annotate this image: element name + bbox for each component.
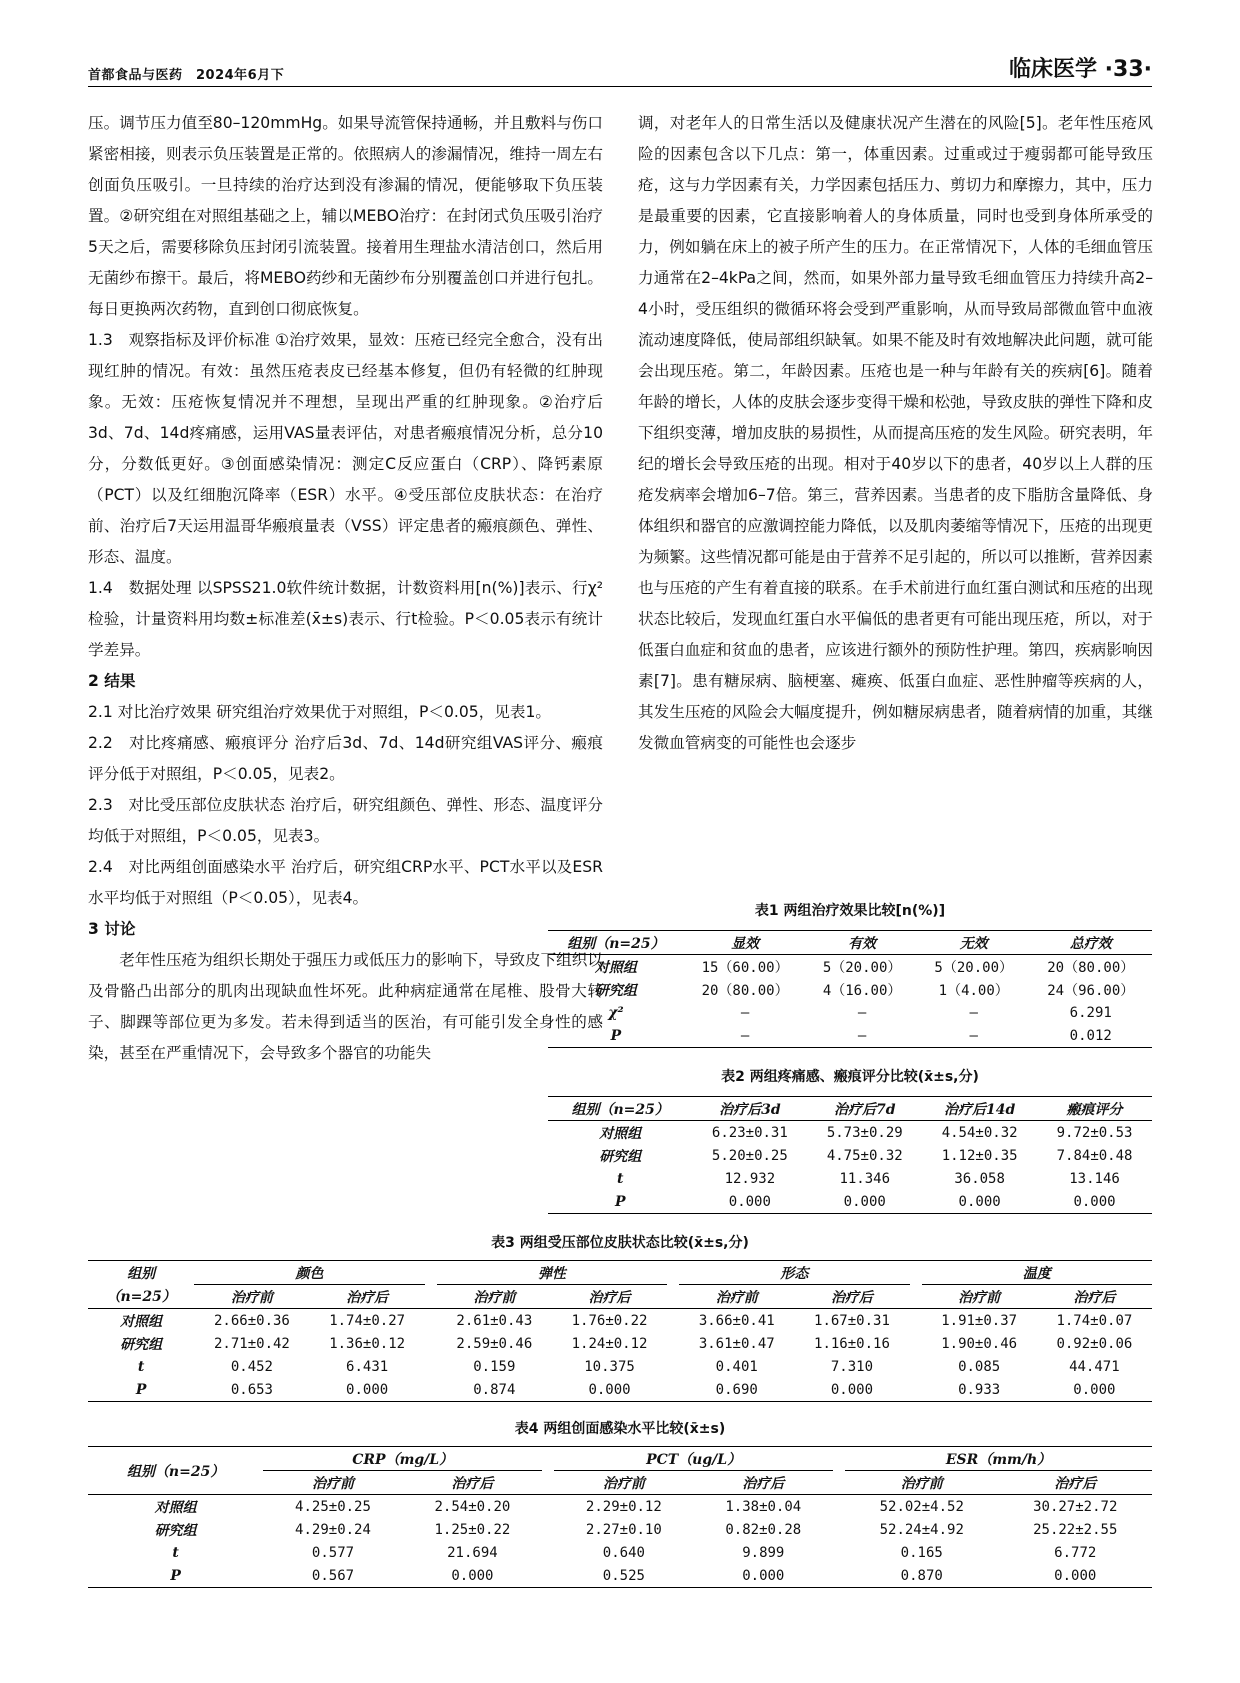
group-header: ESR（mm/h） [845,1447,1152,1471]
table-cell: 1.16±0.16 [814,1335,890,1352]
spacer [425,1261,437,1285]
table-row [88,1261,1152,1285]
table-cell: 0.525 [602,1567,645,1584]
table-cell: – [969,1027,978,1044]
table-row [88,1447,1152,1471]
spacer [542,1518,554,1541]
column-header: 瘢痕评分 [1066,1101,1123,1118]
column-header: 组别（n=25） [567,935,665,952]
table-cell: 13.146 [1069,1170,1120,1187]
table-row [88,1541,1152,1564]
column-header: 组别（n=25） [88,1447,263,1495]
table-cell: 4.75±0.32 [826,1147,903,1164]
table-cell: 0.92±0.06 [1056,1335,1133,1352]
sub-header: 治疗后 [346,1289,389,1306]
table-cell: 1.36±0.12 [329,1335,406,1352]
table-cell: 0.000 [728,1193,771,1210]
sub-header: 治疗前 [900,1475,943,1492]
spacer [833,1495,845,1519]
spacer [910,1309,922,1333]
table-row [548,978,1152,1001]
left_col-paragraph: 2.1 对比治疗效果 研究组治疗效果优于对照组，P＜0.05，见表1。 [88,703,552,721]
table-cell: 0.640 [602,1544,645,1561]
sub-header: 治疗后 [1054,1475,1097,1492]
column-header: 组别（n=25） [571,1101,669,1118]
table-row [548,1001,1152,1024]
row-label: t [172,1544,179,1561]
table-cell: 4.54±0.32 [941,1124,1018,1141]
row-label: 研究组 [154,1522,197,1539]
spacer [833,1447,845,1471]
table-cell: 11.346 [839,1170,891,1187]
table-cell: 7.310 [830,1358,874,1375]
table-row [88,1355,1152,1378]
table-cell: 3.66±0.41 [698,1312,775,1329]
table-cell: 0.870 [900,1567,943,1584]
group-header: 弹性 [437,1261,667,1285]
table-4 [88,1418,1152,1588]
table-row [548,1097,1152,1121]
spacer [833,1541,845,1564]
table-cell: 0.000 [451,1567,494,1584]
table-cell: 2.66±0.36 [214,1312,290,1329]
group-header: PCT（ug/L） [554,1447,833,1471]
table-3-grid [88,1260,1152,1402]
table-cell: 4.29±0.24 [295,1521,371,1538]
table-4-caption: 表4 两组创面感染水平比较(x̄±s) [514,1421,726,1437]
table-row [548,1190,1152,1214]
table-1-grid [548,930,1152,1048]
spacer [425,1355,437,1378]
table-cell: 0.690 [715,1381,758,1398]
spacer [910,1261,922,1285]
table-cell: 52.24±4.92 [879,1521,964,1538]
sub-header: 治疗后 [1073,1289,1116,1306]
table-cell: 25.22±2.55 [1033,1521,1118,1538]
table-cell: 1.74±0.07 [1056,1312,1133,1329]
table-row [548,1024,1152,1048]
spacer [667,1332,679,1355]
column-header: 总疗效 [1069,935,1112,952]
table-cell: 2.29±0.12 [585,1498,662,1515]
table-cell: 20（80.00） [701,982,789,999]
column-header: 组别 [127,1265,156,1282]
right-column [638,108,1153,759]
table-row [548,955,1152,979]
table-cell: 4.25±0.25 [295,1498,371,1515]
table-cell: – [969,1004,978,1021]
spacer [425,1285,437,1309]
table-cell: 0.401 [715,1358,758,1375]
table-cell: 0.085 [958,1358,1001,1375]
table-row [548,931,1152,955]
table-row [548,1167,1152,1190]
table-cell: 5.20±0.25 [711,1147,788,1164]
table-cell: 0.933 [958,1381,1001,1398]
table-cell: 0.653 [230,1381,273,1398]
page-header [88,52,1152,84]
table-cell: 0.567 [311,1567,355,1584]
table-row [88,1285,1152,1309]
group-header: 颜色 [194,1261,424,1285]
spacer [542,1541,554,1564]
table-cell: 0.165 [900,1544,943,1561]
row-label: P [610,1027,622,1044]
table-2-grid [548,1096,1152,1214]
table-cell: – [740,1004,750,1021]
table-cell: 1.12±0.35 [941,1147,1018,1164]
column-header: 显效 [731,935,760,952]
table-row [548,1144,1152,1167]
spacer [542,1495,554,1519]
table-cell: 10.375 [584,1358,635,1375]
table-cell: 30.27±2.72 [1033,1498,1118,1515]
column-header: 治疗后7d [833,1101,896,1118]
table-cell: 5（20.00） [934,959,1013,976]
left_col-paragraph: 2.4 对比两组创面感染水平 治疗后，研究组CRP水平、PCT水平以及ESR水平均低于对照组（P＜0.05），见表4。 [88,858,603,907]
table-cell: 6.431 [346,1358,389,1375]
spacer [833,1518,845,1541]
left-column [88,108,603,1069]
table-cell: 0.000 [958,1193,1001,1210]
table-3 [88,1232,1152,1402]
table-cell: 1（4.00） [938,982,1009,999]
spacer [425,1378,437,1402]
column-header: （n=25） [106,1289,176,1306]
table-cell: 0.874 [473,1381,516,1398]
spacer [542,1447,554,1471]
spacer [833,1471,845,1495]
row-label: P [135,1381,147,1398]
table-cell: 1.90±0.46 [941,1335,1018,1352]
table-cell: 6.772 [1054,1544,1097,1561]
table-cell: – [857,1027,867,1044]
left_col-paragraph: 压。调节压力值至80–120mmHg。如果导流管保持通畅，并且敷料与伤口紧密相接，则表示负压装置是正常的。依照病人的渗漏情况，维持一周左右创面负压吸引。一旦持续的治疗达到没有渗漏的情况，便能够取下负压装置。②研究组在对照组基础之上，辅以MEBO治疗：在封闭式负压吸引治疗5天之后，需要移除负压封闭引流装置。接着用生理盐水清洁创口，然后用无菌纱布擦干。最后，将MEBO药纱和无菌纱布分别覆盖创口并进行包扎。每日更换两次药物，直到创口彻底恢复。 [88,114,603,318]
table-cell: 15（60.00） [701,959,789,976]
sub-header: 治疗后 [830,1289,873,1306]
table-cell: 0.82±0.28 [725,1521,802,1538]
table-cell: 0.000 [830,1381,874,1398]
table-cell: 6.291 [1069,1004,1112,1021]
table-cell: 2.71±0.42 [214,1335,290,1352]
table-cell: 3.61±0.47 [698,1335,775,1352]
column-header: 有效 [848,935,877,952]
table-3-caption: 表3 两组受压部位皮肤状态比较(x̄±s,分) [491,1235,749,1251]
table-cell: 1.38±0.04 [725,1498,802,1515]
table-cell: 36.058 [954,1170,1005,1187]
table-cell: 5（20.00） [822,959,902,976]
table-cell: 0.000 [843,1193,886,1210]
table-row [88,1564,1152,1588]
table-cell: 0.452 [230,1358,273,1375]
table-row [88,1378,1152,1402]
table-cell: 0.577 [311,1544,355,1561]
group-header: 形态 [679,1261,909,1285]
table-cell: 0.000 [346,1381,389,1398]
row-label: 对照组 [599,1125,642,1142]
table-cell: 1.91±0.37 [941,1312,1018,1329]
left_col-paragraph: 2 结果 [88,672,136,690]
table-cell: 0.159 [473,1358,516,1375]
spacer [542,1471,554,1495]
table-cell: 0.012 [1069,1027,1112,1044]
header-rule [88,86,1152,87]
column-header: 无效 [959,935,988,952]
row-label: 研究组 [599,1148,642,1165]
section-title: 临床医学 ·33· [1009,57,1152,82]
table-cell: 12.932 [724,1170,776,1187]
table-cell: 24（96.00） [1047,982,1135,999]
row-label: t [616,1170,624,1187]
row-label: 研究组 [120,1336,163,1353]
table-cell: 0.000 [1073,1381,1116,1398]
left_col-paragraph: 3 讨论 [88,920,136,938]
left_col-paragraph: 2.3 对比受压部位皮肤状态 治疗后，研究组颜色、弹性、形态、温度评分均低于对照组，P＜0.05，见表3。 [88,796,603,845]
spacer [667,1309,679,1333]
sub-header: 治疗后 [451,1475,494,1492]
left_col-paragraph: 2.2 对比疼痛感、瘢痕评分 治疗后3d、7d、14d研究组VAS评分、瘢痕评分低于对照组，P＜0.05，见表2。 [88,734,603,783]
sub-header: 治疗后 [742,1475,785,1492]
table-cell: 44.471 [1069,1358,1120,1375]
left_col-paragraph: 1.3 观察指标及评价标准 ①治疗效果，显效：压疮已经完全愈合，没有出现红肿的情况。有效：虽然压疮表皮已经基本修复，但仍有轻微的红肿现象。无效：压疮恢复情况并不理想，呈现出严重的红肿现象。②治疗后3d、7d、14d疼痛感，运用VAS量表评估，对患者瘢痕情况分析，总分10分，分数低更好。③创面感染情况：测定C反应蛋白（CRP）、降钙素原（PCT）以及红细胞沉降率（ESR）水平。④受压部位皮肤状态：在治疗前、治疗后7天运用温哥华瘢痕量表（VSS）评定患者的瘢痕颜色、弹性、形态、温度。 [88,331,603,566]
table-cell: 2.59±0.46 [456,1335,533,1352]
right_col-paragraph: 调，对老年人的日常生活以及健康状况产生潜在的风险[5]。老年性压疮风险的因素包含以下几点：第一，体重因素。过重或过于瘦弱都可能导致压疮，这与力学因素有关，力学因素包括压力、剪切力和摩擦力，其中，压力是最重要的因素，它直接影响着人的身体质量，同时也受到身体所承受的力，例如躺在床上的被子所产生的压力。在正常情况下，人体的毛细血管压力通常在2–4kPa之间，然而，如果外部力量导致毛细血管压力持续升高2–4小时，受压组织的微循环将会受到严重影响，从而导致局部微血管中血液流动速度降低，使局部组织缺氧。如果不能及时有效地解决此问题，就可能会出现压疮。第二，年龄因素。压疮也是一种与年龄有关的疾病[6]。随着年龄的增长，人体的皮肤会逐步变得干燥和松弛，导致皮肤的弹性下降和皮下组织变薄，增加皮肤的易损性，从而提高压疮的发生风险。研究表明，年纪的增长会导致压疮的出现。相对于40岁以下的患者，40岁以上人群的压疮发病率会增加6–7倍。第三，营养因素。当患者的皮下脂肪含量降低、身体组织和器官的应激调控能力降低，以及肌肉萎缩等情况下，压疮的出现更为频繁。这些情况都可能是由于营养不足引起的，所以可以推断，营养因素也与压疮的产生有着直接的联系。在手术前进行血红蛋白测试和压疮的出现状态比较后，发现血红蛋白水平偏低的患者更有可能出现压疮，所以，对于低蛋白血症和贫血的患者，应该进行额外的预防性护理。第四，疾病影响因素[7]。患有糖尿病、脑梗塞、瘫痪、低蛋白血症、恶性肿瘤等疾病的人，其发生压疮的风险会大幅度提升，例如糖尿病患者，随着病情的加重，其继发微血管病变的可能性也会逐步 [638,114,1153,752]
sub-header: 治疗前 [958,1289,1001,1306]
table-cell: 2.27±0.10 [585,1521,662,1538]
table-cell: 2.54±0.20 [434,1498,511,1515]
table-cell: 0.000 [588,1381,631,1398]
table-cell: 0.000 [742,1567,785,1584]
row-label: χ² [608,1004,624,1021]
table-cell: 52.02±4.52 [879,1498,964,1515]
table-cell: 1.24±0.12 [571,1335,648,1352]
table-cell: 0.000 [1054,1567,1097,1584]
row-label: 对照组 [594,959,637,976]
spacer [667,1355,679,1378]
column-header: 治疗后14d [943,1101,1016,1118]
table-cell: 1.25±0.22 [434,1521,511,1538]
sub-header: 治疗前 [602,1475,645,1492]
column-header: 治疗后3d [719,1101,781,1118]
table-cell: 4（16.00） [822,982,902,999]
table-2 [548,1066,1152,1214]
table-cell: 21.694 [447,1544,498,1561]
table-row [88,1495,1152,1519]
table-cell: 20（80.00） [1047,959,1135,976]
sub-header: 治疗前 [311,1475,354,1492]
spacer [910,1285,922,1309]
table-cell: – [740,1027,750,1044]
table-cell: 5.73±0.29 [826,1124,903,1141]
table-cell: 1.67±0.31 [814,1312,890,1329]
left_col-paragraph: 老年性压疮为组织长期处于强压力或低压力的影响下，导致皮下组织以及骨骼凸出部分的肌肉出现缺血性坏死。此种病症通常在尾椎、股骨大转子、脚踝等部位更为多发。若未得到适当的医治，有可能引发全身性的感染，甚至在严重情况下，会导致多个器官的功能失 [88,951,603,1062]
table-row [88,1309,1152,1333]
spacer [667,1261,679,1285]
row-label: 对照组 [120,1313,163,1330]
table-cell: 6.23±0.31 [711,1124,788,1141]
row-label: P [170,1567,181,1584]
sub-header: 治疗前 [473,1289,516,1306]
table-cell: – [857,1004,867,1021]
row-label: 研究组 [594,982,637,999]
table-cell: 2.61±0.43 [456,1312,533,1329]
table-2-caption: 表2 两组疼痛感、瘢痕评分比较(x̄±s,分) [721,1069,979,1085]
sub-header: 治疗后 [588,1289,631,1306]
table-row [548,1121,1152,1145]
journal-name: 首都食品与医药 2024年6月下 [88,68,285,83]
table-row [88,1518,1152,1541]
table-1-caption: 表1 两组治疗效果比较[n(%)] [754,903,946,919]
row-label: 对照组 [154,1499,197,1516]
row-label: t [137,1358,145,1375]
table-row [88,1332,1152,1355]
spacer [425,1332,437,1355]
table-cell: 1.76±0.22 [571,1312,648,1329]
spacer [910,1332,922,1355]
sub-header: 治疗前 [715,1289,758,1306]
table-4-grid [88,1446,1152,1588]
left_col-paragraph: 1.4 数据处理 以SPSS21.0软件统计数据，计数资料用[n(%)]表示、行χ²检验，计量资料用均数±标准差(x̄±s)表示、行t检验。P＜0.05表示有统计学差异。 [88,579,603,659]
spacer [833,1564,845,1588]
spacer [667,1285,679,1309]
table-cell: 9.72±0.53 [1056,1124,1133,1141]
row-label: P [614,1193,626,1210]
spacer [542,1564,554,1588]
table-cell: 9.899 [742,1544,785,1561]
spacer [910,1355,922,1378]
table-1 [548,900,1152,1048]
sub-header: 治疗前 [230,1289,273,1306]
spacer [910,1378,922,1402]
table-cell: 0.000 [1073,1193,1116,1210]
table-cell: 7.84±0.48 [1056,1147,1133,1164]
spacer [667,1378,679,1402]
table-cell: 1.74±0.27 [329,1312,406,1329]
spacer [425,1309,437,1333]
group-header: 温度 [922,1261,1152,1285]
group-header: CRP（mg/L） [263,1447,542,1471]
